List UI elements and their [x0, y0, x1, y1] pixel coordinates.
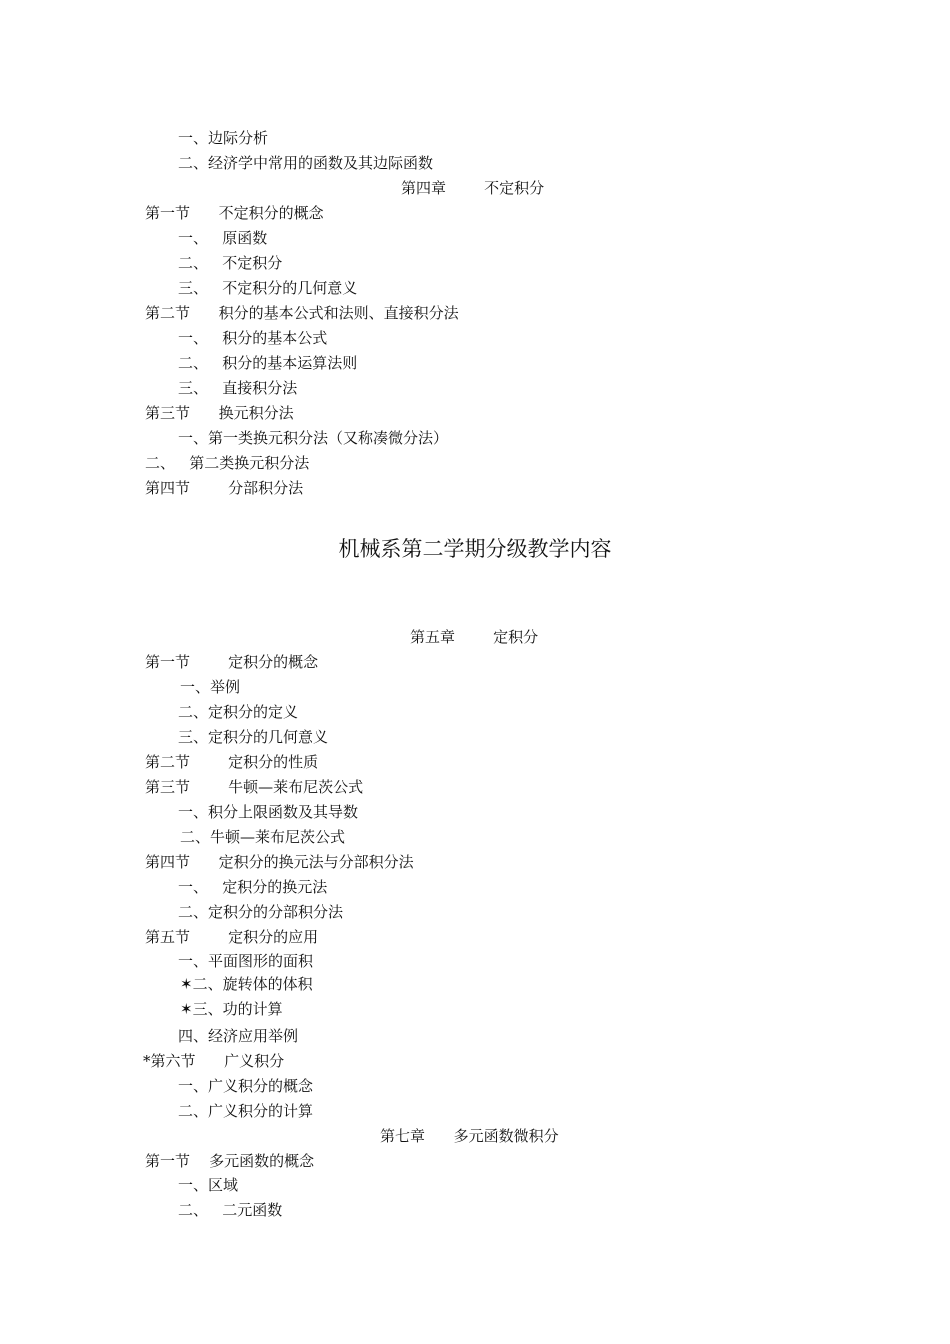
item-antiderivative: 一、 原函数 — [178, 229, 268, 247]
item-improper-concept: 一、广义积分的概念 — [178, 1077, 314, 1095]
item-improper-calculation: 二、广义积分的计算 — [178, 1102, 314, 1120]
item-marginal-analysis: 一、边际分析 — [178, 129, 269, 147]
item-indefinite-integral: 二、 不定积分 — [178, 254, 283, 272]
item-basic-rules: 二、 积分的基本运算法则 — [178, 354, 358, 372]
item-work-calculation: ✶三、功的计算 — [180, 1000, 283, 1018]
item-economic-functions: 二、经济学中常用的函数及其边际函数 — [178, 154, 434, 172]
section-7-1-heading: 第一节 多元函数的概念 — [145, 1152, 315, 1170]
section-5-6-heading: *第六节 广义积分 — [143, 1052, 285, 1070]
chapter-7-heading: 第七章 多元函数微积分 — [380, 1127, 559, 1145]
item-substitution-1: 一、第一类换元积分法（又称凑微分法） — [178, 429, 449, 447]
section-4-3-heading: 第三节 换元积分法 — [145, 404, 294, 422]
item-geometric-meaning: 三、 不定积分的几何意义 — [178, 279, 358, 297]
item-definite-geometric: 三、定积分的几何意义 — [178, 728, 329, 746]
item-direct-integration: 三、 直接积分法 — [178, 379, 298, 397]
section-5-4-heading: 第四节 定积分的换元法与分部积分法 — [145, 853, 414, 871]
item-solid-volume: ✶二、旋转体的体积 — [180, 975, 313, 993]
item-examples: 一、举例 — [180, 678, 241, 696]
section-4-2-heading: 第二节 积分的基本公式和法则、直接积分法 — [145, 304, 459, 322]
item-substitution-2: 二、 第二类换元积分法 — [145, 454, 310, 472]
section-5-2-heading: 第二节 定积分的性质 — [145, 753, 319, 771]
section-5-5-heading: 第五节 定积分的应用 — [145, 928, 319, 946]
page-title: 机械系第二学期分级教学内容 — [338, 537, 612, 561]
item-definite-by-parts: 二、定积分的分部积分法 — [178, 903, 344, 921]
item-region: 一、区域 — [178, 1176, 239, 1194]
section-4-1-heading: 第一节 不定积分的概念 — [145, 204, 324, 222]
chapter-5-heading: 第五章 定积分 — [410, 628, 539, 646]
item-economic-applications: 四、经济应用举例 — [178, 1027, 299, 1045]
item-basic-formulas: 一、 积分的基本公式 — [178, 329, 328, 347]
section-4-4-heading: 第四节 分部积分法 — [145, 479, 304, 497]
item-newton-leibniz: 二、牛顿—莱布尼茨公式 — [180, 828, 346, 846]
chapter-4-heading: 第四章 不定积分 — [401, 179, 545, 197]
item-plane-area: 一、平面图形的面积 — [178, 952, 314, 970]
item-definite-definition: 二、定积分的定义 — [178, 703, 299, 721]
item-bivariate-function: 二、 二元函数 — [178, 1201, 283, 1219]
section-5-1-heading: 第一节 定积分的概念 — [145, 653, 319, 671]
item-definite-substitution: 一、 定积分的换元法 — [178, 878, 328, 896]
item-upper-limit-function: 一、积分上限函数及其导数 — [178, 803, 359, 821]
section-5-3-heading: 第三节 牛顿—莱布尼茨公式 — [145, 778, 364, 796]
